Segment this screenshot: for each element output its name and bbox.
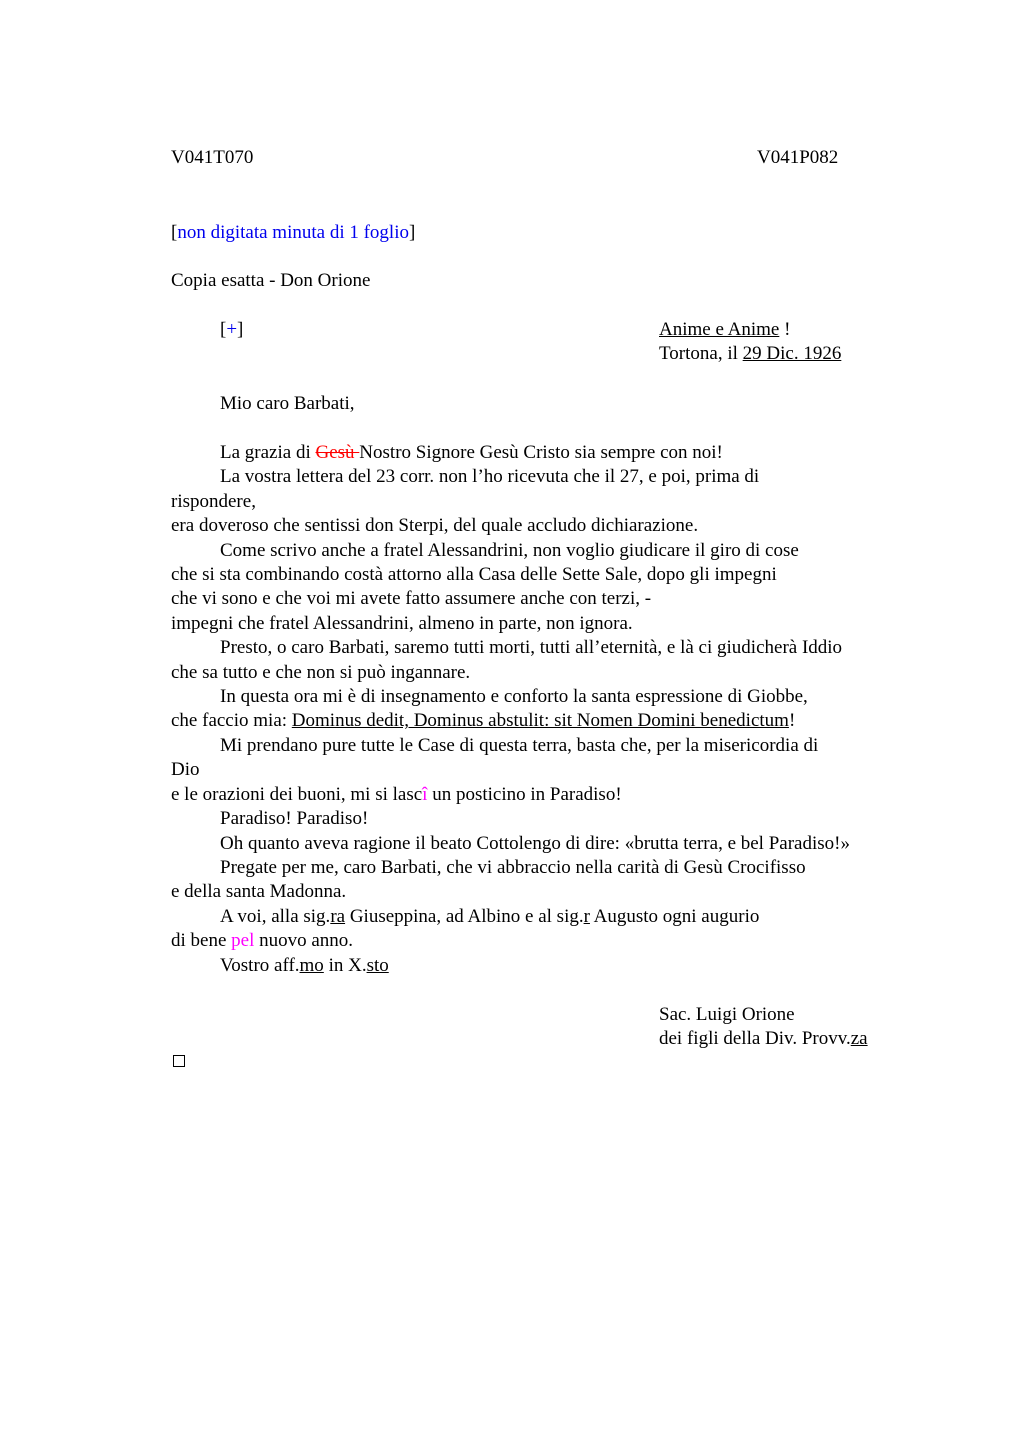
editorial-note-text: non digitata minuta di 1 foglio xyxy=(177,222,409,243)
body-line: di bene pel nuovo anno. xyxy=(171,930,354,952)
struck-word: Gesù xyxy=(315,442,360,463)
dateline xyxy=(659,318,841,367)
cross-mark: [+] xyxy=(220,319,244,340)
body-line: rispondere, xyxy=(171,490,256,512)
body-line: che si sta combinando costà attorno alla Casa delle Sette Sale, dopo gli impegni xyxy=(171,564,777,586)
copy-line: Copia esatta - Don Orione xyxy=(171,270,371,291)
body-line: era doveroso che sentissi don Sterpi, del quale accludo dichiarazione. xyxy=(171,515,699,537)
body-line: e della santa Madonna. xyxy=(171,881,347,903)
body-line: Dio xyxy=(171,759,200,781)
letter-body xyxy=(171,441,850,978)
letter-date: 29 Dic. 1926 xyxy=(742,343,842,365)
body-line: La vostra lettera del 23 corr. non l’ho ricevuta che il 27, e poi, prima di xyxy=(220,466,760,488)
body-line: Presto, o caro Barbati, saremo tutti morti, tutti all’eternità, e là ci giudicherà Iddio xyxy=(220,637,843,659)
signature-title: dei figli della Div. Provv.za xyxy=(659,1028,868,1050)
closing-line: Vostro aff.mo in X.sto xyxy=(220,954,389,976)
body-line: Paradiso! Paradiso! xyxy=(220,808,369,830)
body-line: A voi, alla sig.ra Giuseppina, ad Albino e al sig.r Augusto ogni augurio xyxy=(220,905,760,927)
corrected-letter: î xyxy=(422,783,428,805)
body-line: che sa tutto e che non si può ingannare. xyxy=(171,661,471,683)
end-box-icon xyxy=(173,1055,185,1067)
body-line: che faccio mia: Dominus dedit, Dominus abstulit: sit Nomen Domini benedictum! xyxy=(171,710,796,732)
latin-quote: Dominus dedit, Dominus abstulit: sit Nomen Domini benedictum xyxy=(291,710,789,732)
motto: Anime e Anime ! xyxy=(659,319,791,340)
corrected-word: pel xyxy=(231,930,255,952)
body-line: che vi sono e che voi mi avete fatto assumere anche con terzi, - xyxy=(171,588,652,610)
salutation: Mio caro Barbati, xyxy=(220,393,355,414)
editorial-note: [non digitata minuta di 1 foglio] xyxy=(171,222,416,243)
signature-name: Sac. Luigi Orione xyxy=(659,1004,795,1025)
signature xyxy=(659,1003,868,1052)
body-line: In questa ora mi è di insegnamento e conforto la santa espressione di Giobbe, xyxy=(220,686,808,708)
body-line: impegni che fratel Alessandrini, almeno in parte, non ignora. xyxy=(171,612,633,634)
body-line: e le orazioni dei buoni, mi si lascî un posticino in Paradiso! xyxy=(171,783,622,805)
document-code-left: V041T070 xyxy=(171,147,254,168)
body-line: Come scrivo anche a fratel Alessandrini, non voglio giudicare il giro di cose xyxy=(220,539,799,561)
body-line: La grazia di Gesù Nostro Signore Gesù Cristo sia sempre con noi! xyxy=(220,442,723,463)
body-line: Oh quanto aveva ragione il beato Cottolengo di dire: «brutta terra, e bel Paradiso!» xyxy=(220,832,850,854)
cross-symbol: + xyxy=(226,319,238,340)
body-line: Pregate per me, caro Barbati, che vi abbraccio nella carità di Gesù Crocifisso xyxy=(220,856,806,878)
place-date: Tortona, il 29 Dic. 1926 xyxy=(659,343,842,365)
body-line: Mi prendano pure tutte le Case di questa terra, basta che, per la misericordia di xyxy=(220,734,819,756)
document-code-right: V041P082 xyxy=(757,147,839,168)
